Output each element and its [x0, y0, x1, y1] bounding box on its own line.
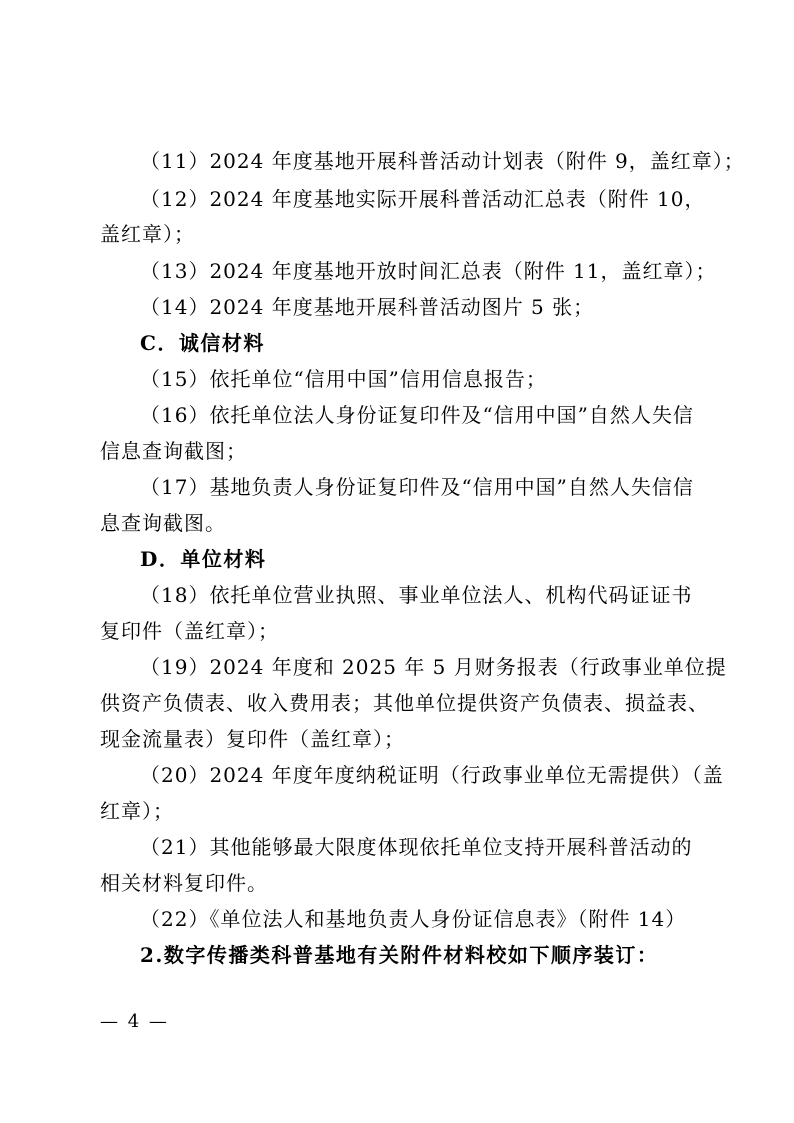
list-item-11: （11）2024 年度基地开展科普活动计划表（附件 9，盖红章）；	[140, 149, 745, 173]
page-number: — 4 —	[100, 1011, 169, 1032]
list-item-14: （14）2024 年度基地开展科普活动图片 5 张；	[140, 295, 595, 319]
list-item-19-continued-2: 现金流量表）复印件（盖红章）；	[100, 727, 405, 751]
list-item-17-continued: 息查询截图。	[100, 511, 226, 535]
list-item-19: （19）2024 年度和 2025 年 5 月财务报表（行政事业单位提	[140, 655, 727, 679]
list-item-18-continued: 复印件（盖红章）；	[100, 619, 279, 643]
list-item-13: （13）2024 年度基地开放时间汇总表（附件 11，盖红章）；	[140, 259, 717, 283]
list-item-20-continued: 红章）；	[100, 799, 174, 823]
list-item-22: （22）《单位法人和基地负责人身份证信息表》（附件 14）	[140, 907, 687, 931]
list-item-16: （16）依托单位法人身份证复印件及“信用中国”自然人失信	[140, 403, 694, 427]
list-item-21-continued: 相关材料复印件。	[100, 871, 268, 895]
list-item-15: （15）依托单位“信用中国”信用信息报告；	[140, 367, 547, 391]
list-item-12: （12）2024 年度基地实际开展科普活动汇总表（附件 10，	[140, 187, 706, 211]
list-item-19-continued: 供资产负债表、收入费用表；其他单位提供资产负债表、损益表、	[100, 691, 709, 715]
section-c-heading: C．诚信材料	[140, 331, 265, 355]
list-item-20: （20）2024 年度年度纳税证明（行政事业单位无需提供）（盖	[140, 763, 724, 787]
list-item-17: （17）基地负责人身份证复印件及“信用中国”自然人失信信	[140, 475, 694, 499]
list-item-16-continued: 信息查询截图；	[100, 439, 247, 463]
list-item-18: （18）依托单位营业执照、事业单位法人、机构代码证证书	[140, 583, 693, 607]
list-item-12-continued: 盖红章）；	[100, 222, 195, 246]
section-2-heading: 2.数字传播类科普基地有关附件材料校如下顺序装订：	[140, 943, 659, 967]
list-item-21: （21）其他能够最大限度体现依托单位支持开展科普活动的	[140, 835, 693, 859]
section-d-heading: D．单位材料	[140, 547, 267, 571]
